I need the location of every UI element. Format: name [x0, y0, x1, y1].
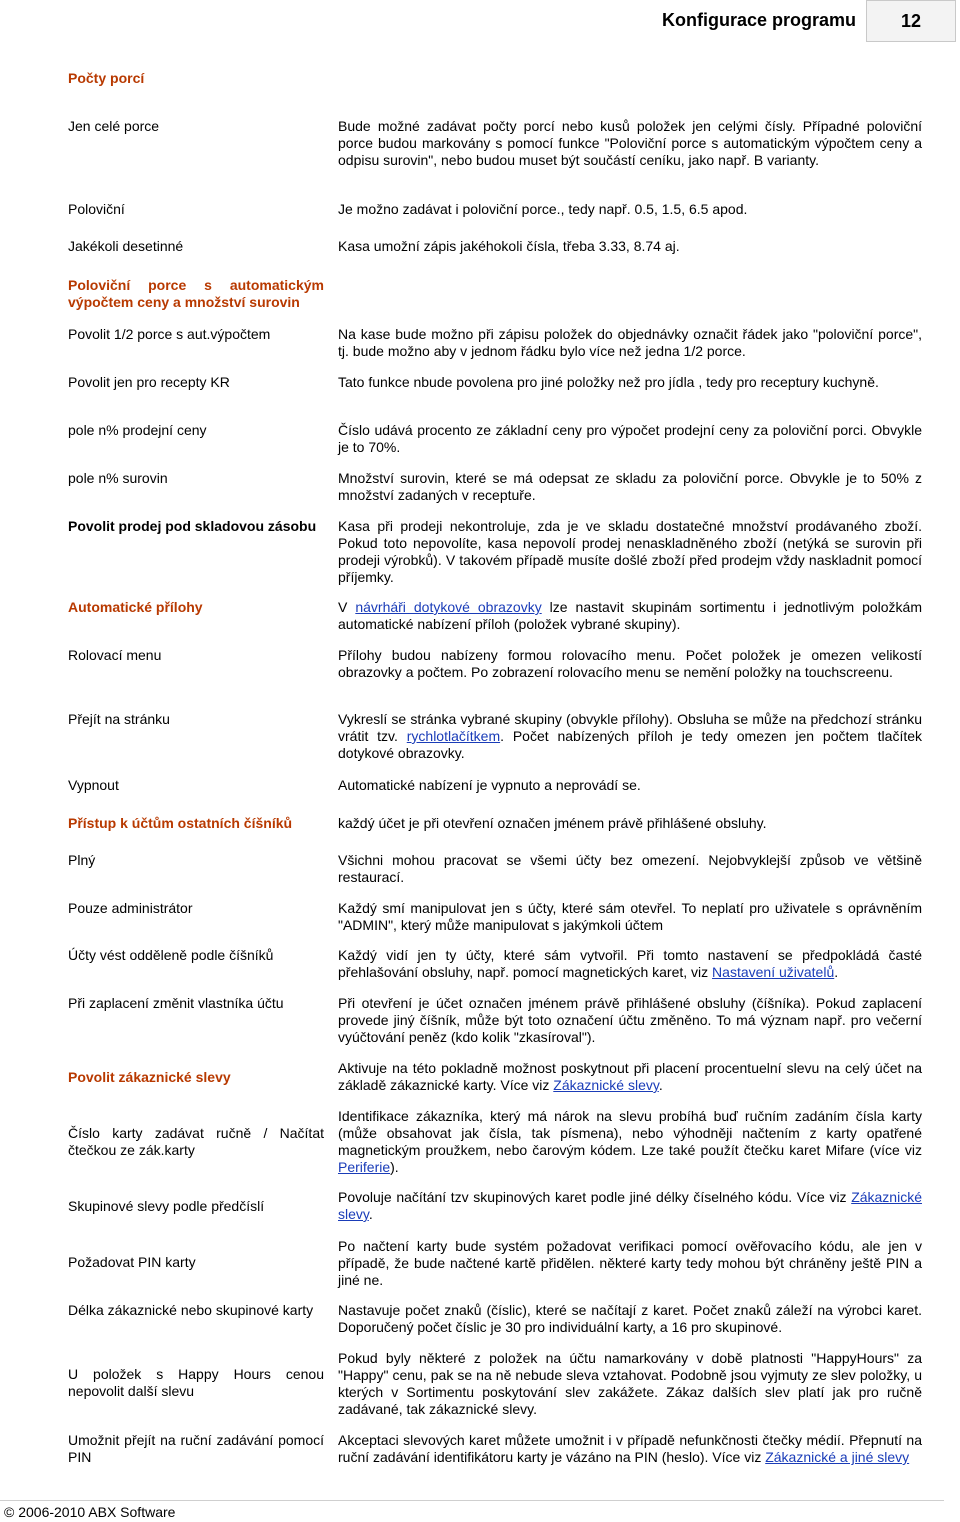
- setting-description: [338, 711, 922, 762]
- link-customer-discounts[interactable]: Zákaznické slevy: [553, 1077, 659, 1093]
- link-quick-button[interactable]: rychlotlačítkem: [406, 728, 501, 744]
- setting-description: Číslo udává procento ze základní ceny pro výpočet prodejní ceny za poloviční porci. Obvykle je to 70%.: [338, 422, 922, 455]
- setting-label: Účty vést odděleně podle číšníků: [68, 947, 274, 963]
- setting-label: Vypnout: [68, 777, 119, 793]
- text-part: V: [338, 599, 356, 615]
- setting-description: každý účet je při otevření označen jménem právě přihlášené obsluhy.: [338, 815, 767, 831]
- setting-description: Při otevření je účet označen jménem právě přihlášené obsluhy (číšníka). Pokud zaplacení provede jiný číšník, může být toto označení účtu změněno. To má význam např. pro večerní vyúčtování peněz (kdo kolik "zkasíroval").: [338, 995, 922, 1045]
- page-number: 12: [900, 11, 922, 31]
- text-part: Každý vidí jen ty účty, které sám vytvořil. Při tomto nastavení se předpokládá časté přehlašování obsluhy, např. pomocí magnetických karet, viz: [338, 947, 922, 980]
- text-part: .: [834, 964, 839, 980]
- page-header-title: Konfigurace programu: [661, 10, 856, 30]
- setting-description: [338, 1189, 922, 1223]
- setting-description: [338, 1108, 922, 1176]
- setting-label: Při zaplacení změnit vlastníka účtu: [68, 995, 284, 1011]
- setting-description: [338, 599, 922, 633]
- link-customer-discounts[interactable]: Zákaznické slevy: [338, 1189, 922, 1222]
- setting-description: Automatické nabízení je vypnuto a neprovádí se.: [338, 777, 641, 793]
- setting-label: pole n% surovin: [68, 470, 168, 486]
- section-title: Automatické přílohy: [68, 599, 203, 615]
- link-customer-other-discounts[interactable]: Zákaznické a jiné slevy: [765, 1449, 910, 1465]
- setting-label: Povolit prodej pod skladovou zásobu: [68, 518, 317, 534]
- text-part: Aktivuje na této pokladně možnost poskytnout při placení procentuelní slevu na celý účet na základě zákaznické karty. Více viz: [338, 1060, 922, 1093]
- section-title: Povolit zákaznické slevy: [68, 1069, 231, 1085]
- link-peripherals[interactable]: Periferie: [338, 1159, 391, 1175]
- setting-description: [338, 1432, 922, 1466]
- setting-label: Pouze administrátor: [68, 900, 193, 916]
- setting-label: Umožnit přejít na ruční zadávání pomocí PIN: [68, 1432, 324, 1465]
- text-part: Vykreslí se stránka vybrané skupiny (obvykle přílohy). Obsluha se může na předchozí stránku vrátit tzv.: [338, 711, 922, 744]
- setting-label: Plný: [68, 852, 96, 868]
- setting-description: Nastavuje počet znaků (číslic), které se načítají z karet. Počet znaků záleží na výrobci karet. Doporučený počet číslic je 30 pro individuální karty, a 16 pro skupinové.: [338, 1302, 922, 1335]
- setting-description: [338, 947, 922, 981]
- setting-description: Přílohy budou nabízeny formou rolovacího menu. Počet položek je omezen velikostí obrazovky a počtem. Po zobrazení rolovacího menu se nemění položky na touchscreenu.: [338, 647, 922, 680]
- setting-label: pole n% prodejní ceny: [68, 422, 207, 438]
- text-part: .: [368, 1206, 373, 1222]
- footer-divider: [0, 1500, 944, 1501]
- setting-label: Číslo karty zadávat ručně / Načítat čtečkou ze zák.karty: [68, 1125, 324, 1158]
- setting-description: Je možno zadávat i poloviční porce., tedy např. 0.5, 1.5, 6.5 apod.: [338, 201, 748, 217]
- setting-label: Povolit jen pro recepty KR: [68, 374, 230, 390]
- text-part: lze nastavit skupinám sortimentu i jednotlivým položkám automatické nabízení příloh (položek vybrané skupiny).: [338, 599, 923, 632]
- setting-label: Jakékoli desetinné: [68, 238, 184, 254]
- setting-label: Požadovat PIN karty: [68, 1254, 196, 1270]
- page-number-box: [866, 0, 956, 42]
- section-title: Počty porcí: [68, 70, 145, 86]
- setting-description: Po načtení karty bude systém požadovat verifikaci pomocí ověřovacího kódu, ale jen v případě, že bude načtené kartě přidělen. některé karty tedy mohou být chráněny ještě PIN a jiné ne.: [338, 1238, 922, 1288]
- setting-label: U položek s Happy Hours cenou nepovolit další slevu: [68, 1366, 324, 1399]
- setting-description: [338, 1060, 922, 1094]
- setting-label: Povolit 1/2 porce s aut.výpočtem: [68, 326, 271, 342]
- setting-description: Kasa umožní zápis jakéhokoli čísla, třeba 3.33, 8.74 aj.: [338, 238, 680, 254]
- link-user-settings[interactable]: Nastavení uživatelů: [712, 964, 835, 980]
- setting-description: Bude možné zadávat počty porcí nebo kusů položek jen celými čísly. Případné poloviční porce budou markovány s pomocí funkce "Poloviční porce s automatickým výpočtem ceny a odpisu surovin", nebo budou muset být součástí ceníku, jako např. B varianty.: [338, 118, 922, 168]
- setting-label: Rolovací menu: [68, 647, 162, 663]
- setting-description: Pokud byly některé z položek na účtu namarkovány v době platnosti "HappyHours" za "Happy" cenu, pak se na ně nebude sleva vztahovat. Podobně jsou vyjmuty ze slev položky, u kterých v Sortimentu poskytování slev zakážete. Zákaz dalších slev platí jak pro ručně zadávané, tak zákaznické slevy.: [338, 1350, 922, 1417]
- setting-description: Množství surovin, které se má odepsat ze skladu za poloviční porce. Obvykle je to 50% z množství zadaných v receptuře.: [338, 470, 922, 503]
- text-part: ).: [390, 1159, 399, 1175]
- text-part: Povoluje načítání tzv skupinových karet podle jiné délky číselného kódu. Více viz: [338, 1189, 852, 1205]
- setting-description: Všichni mohou pracovat se všemi účty bez omezení. Nejobvyklejší způsob ve většině restaurací.: [338, 852, 922, 885]
- setting-description: Tato funkce nbude povolena pro jiné položky než pro jídla , tedy pro receptury kuchyně.: [338, 374, 879, 390]
- setting-description: Na kase bude možno při zápisu položek do objednávky označit řádek jako "poloviční porce", tj. bude možno aby v jednom řádku bylo více než jedna 1/2 porce.: [338, 326, 922, 359]
- text-part: . Počet nabízených příloh je tedy omezen jen počtem tlačítek dotykové obrazovky.: [338, 728, 923, 761]
- section-title: Poloviční porce s automatickým výpočtem ceny a množství surovin: [68, 277, 324, 310]
- setting-description: Každý smí manipulovat jen s účty, které sám otevřel. To neplatí pro uživatele s oprávněním "ADMIN", který může manipulovat s jakýmkoli účtem: [338, 900, 922, 933]
- section-title: Přístup k účtům ostatních číšníků: [68, 815, 293, 831]
- setting-label: Skupinové slevy podle předčíslí: [68, 1198, 265, 1214]
- setting-label: Jen celé porce: [68, 118, 160, 134]
- setting-label: Přejít na stránku: [68, 711, 170, 727]
- text-part: .: [658, 1077, 663, 1093]
- setting-description: Kasa při prodeji nekontroluje, zda je ve skladu dostatečné množství prodávaného zboží. Pokud toto nepovolíte, kasa nepovolí prodej nenaskladněného zboží (netýká se surovin při prodeji výrobků). V takovém případě musíte došlé zboží před prodejm vždy naskladnit pomocí příjemky.: [338, 518, 922, 585]
- link-touchscreen-designer[interactable]: návrháři dotykové obrazovky: [355, 599, 542, 615]
- text-part: Akceptaci slevových karet můžete umožnit i v případě nefunkčnosti čtečky médií. Přepnutí na ruční zadávání identifikátoru karty je vázáno na PIN (heslo). Více viz: [338, 1432, 922, 1465]
- footer-copyright: © 2006-2010 ABX Software: [4, 1504, 176, 1520]
- text-part: Identifikace zákazníka, který má nárok na slevu probíhá buď ručním zadáním čísla karty (může obsahovat jak čísla, tak písmena), nebo výhodněji načtením z karty opatřené magnetickým proužkem, nebo čarovým kódem. Lze také použít čtečku karet Mifare (více viz: [338, 1108, 922, 1158]
- setting-label: Poloviční: [68, 201, 125, 217]
- setting-label: Délka zákaznické nebo skupinové karty: [68, 1302, 314, 1318]
